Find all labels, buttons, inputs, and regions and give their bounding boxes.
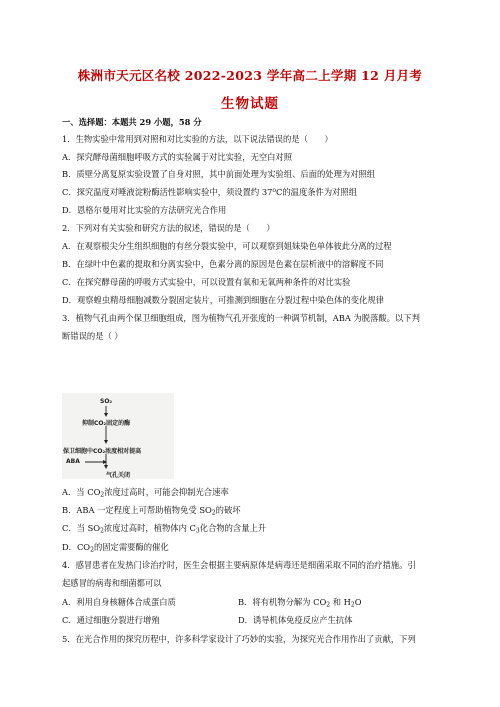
q4-b-post: O (354, 597, 362, 607)
diagram-aba-label: ABA (66, 458, 80, 465)
q3-option-a (62, 486, 229, 498)
q3-c-mid: 浓度过高时，植物体内 C (103, 523, 196, 533)
q1-option-a: A．探究酵母菌细胞呼吸方式的实验属于对比实验，无空白对照 (62, 152, 293, 162)
q4-option-a: A．利用自身核糖体合成蛋白质 (62, 597, 176, 607)
q3-option-c (62, 522, 266, 534)
q4-option-c: C．通过细胞分裂进行增殖 (62, 615, 160, 625)
stomata-regulation-diagram (62, 393, 174, 479)
diagram-guard-cell-label: 保卫细胞中CO₂浓度相对提高 (63, 448, 142, 455)
q3-stem-line1: 3．植物气孔由两个保卫细胞组成，图为植物气孔开张度的一种调节机制，ABA 为脱落酸。以下判 (62, 313, 420, 323)
q3-c-post: 化合物的含量上升 (199, 523, 267, 533)
q4-b-sub2: 2 (350, 601, 355, 609)
q1-stem: 1．生物实验中常用到对照和对比实验的方法，以下说法错误的是（ ） (62, 134, 333, 144)
diagram-so2-label: SO₂ (100, 398, 113, 405)
q1-option-b: B．质壁分离复原实验设置了自身对照，其中前面处理为实验组、后面的处理为对照组 (62, 169, 376, 179)
q3-a-post: 浓度过高时，可能会抑制光合速率 (104, 487, 229, 497)
q1-c-degree: o (272, 187, 276, 194)
q1-option-d: D．恩格尔曼用对比实验的方法研究光合作用 (62, 205, 227, 215)
q4-option-b (238, 596, 362, 608)
q4-option-d: D．诱导机体免疫反应产生抗体 (238, 615, 353, 625)
q3-a-pre: A．当 CO (62, 487, 101, 497)
q4-stem-line2: 起感冒的病毒和细菌都可以 (62, 578, 162, 588)
q3-option-d (62, 541, 169, 553)
q3-a-sub: 2 (100, 491, 105, 499)
q3-c-sub2: 3 (195, 527, 200, 535)
q2-option-b: B．在绿叶中色素的提取和分离实验中，色素分离的原因是色素在层析液中的溶解度不同 (62, 259, 384, 269)
exam-subtitle: 生物试题 (221, 96, 279, 112)
q2-option-d: D．观察蝗虫精母细胞减数分裂固定装片，可推测到细胞在分裂过程中染色体的变化规律 (62, 295, 384, 305)
q1-option-c (62, 186, 357, 198)
q2-option-a: A．在观察根尖分生组织细胞的有丝分裂实验中，可以观察到姐妹染色单体彼此分离的过程 (62, 241, 392, 251)
q3-stem-line2: 断错误的是（ ） (62, 331, 123, 341)
q3-d-sub: 2 (90, 546, 94, 554)
q5-stem: 5．在光合作用的探究历程中，许多科学家设计了巧妙的实验，为探究光合作用作出了贡献，下列 (62, 634, 416, 644)
diagram-arrows (62, 393, 174, 479)
q3-d-pre: D．CO (62, 542, 91, 552)
section-heading: 一、选择题：本题共 29 小题，58 分 (62, 117, 202, 127)
q1-c-pre: C．探究温度对唾液淀粉酶活性影响实验中，须设置约 37 (62, 187, 273, 197)
q1-c-post: C的温度条件为对照组 (276, 187, 358, 197)
q4-b-pre: B．将有机物分解为 CO (238, 597, 327, 607)
q4-stem-line1: 4．感冒患者在发热门诊治疗时，医生会根据主要病原体是病毒还是细菌采取不同的治疗措施。引 (62, 560, 416, 570)
q2-stem: 2．下列对有关实验和研究方法的叙述，错误的是（ ） (62, 223, 275, 233)
q3-d-post: 的固定需要酶的催化 (93, 542, 169, 552)
q3-b-post: 的破坏 (215, 505, 241, 515)
q3-b-sub: 2 (211, 509, 216, 517)
diagram-enzyme-label: 抑制CO₂固定的酶 (82, 420, 131, 427)
q4-b-sub: 2 (326, 601, 331, 609)
q2-option-c: C．在探究酵母菌的呼吸方式实验中，可以设置有氧和无氧两种条件的对比实验 (62, 277, 351, 287)
q3-b-pre: B．ABA 一定程度上可帮助植物免受 SO (62, 505, 212, 515)
q3-c-pre: C．当 SO (62, 523, 101, 533)
q3-option-b (62, 504, 241, 516)
diagram-stoma-label: 气孔关闭 (106, 472, 131, 479)
exam-title: 株洲市天元区名校 2022-2023 学年高二上学期 12 月月考 (77, 68, 423, 83)
q4-b-mid: 和 H (330, 597, 351, 607)
q3-c-sub: 2 (100, 527, 104, 535)
